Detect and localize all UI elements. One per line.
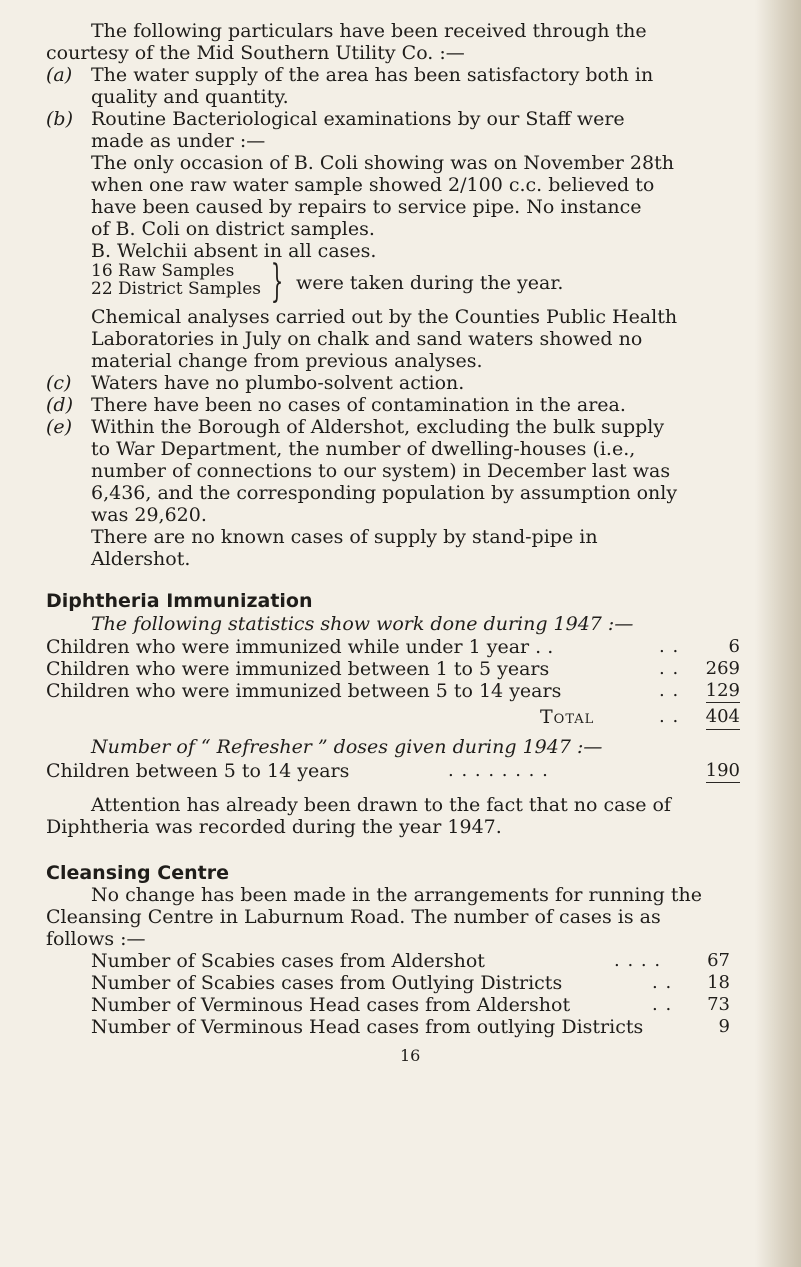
item-a-line-2: quality and quantity. bbox=[91, 86, 289, 108]
cleansing-row-1-label: Number of Scabies cases from Aldershot bbox=[91, 950, 485, 972]
diphtheria-row-3-value: 129 bbox=[705, 680, 740, 701]
brace-symbol: } bbox=[270, 256, 284, 307]
item-e-line-4: 6,436, and the corresponding population by assumption only bbox=[91, 482, 678, 504]
item-b-line-5: have been caused by repairs to service pipe. No instance bbox=[91, 196, 642, 218]
cleansing-row-3-label: Number of Verminous Head cases from Aldershot bbox=[91, 994, 571, 1016]
item-e-line-6: There are no known cases of supply by stand-pipe in bbox=[91, 526, 598, 548]
diphtheria-row-1-label: Children who were immunized while under 1 year . . bbox=[46, 636, 554, 658]
item-e-line-3: number of connections to our system) in December last was bbox=[91, 460, 671, 482]
intro-line-2: courtesy of the Mid Southern Utility Co. :— bbox=[46, 42, 465, 64]
refresher-row-dots: . . . . . . . . bbox=[448, 760, 549, 781]
cleansing-heading: Cleansing Centre bbox=[46, 862, 229, 884]
attention-line-1: Attention has already been drawn to the fact that no case of bbox=[91, 794, 671, 816]
cleansing-row-1-dots: . . . . bbox=[614, 950, 662, 971]
refresher-row-label: Children between 5 to 14 years bbox=[46, 760, 350, 782]
refresher-rule bbox=[706, 782, 740, 783]
item-e-line-1: Within the Borough of Aldershot, excluding the bulk supply bbox=[91, 416, 665, 438]
cleansing-line-3: follows :— bbox=[46, 928, 146, 950]
item-b-line-9: Laboratories in July on chalk and sand waters showed no bbox=[91, 328, 643, 350]
diphtheria-total-value: 404 bbox=[705, 706, 740, 727]
item-b-line-3: The only occasion of B. Coli showing was on November 28th bbox=[91, 152, 674, 174]
item-b-line-2: made as under :— bbox=[91, 130, 266, 152]
page-edge-shadow bbox=[755, 0, 801, 1267]
item-b-line-10: material change from previous analyses. bbox=[91, 350, 483, 372]
item-b-line-6: of B. Coli on district samples. bbox=[91, 218, 375, 240]
intro-line-1: The following particulars have been received through the bbox=[91, 20, 647, 42]
diphtheria-total-label: Total bbox=[540, 706, 595, 728]
cleansing-line-2: Cleansing Centre in Laburnum Road. The number of cases is as bbox=[46, 906, 661, 928]
item-e-line-5: was 29,620. bbox=[91, 504, 207, 526]
item-e-line-7: Aldershot. bbox=[91, 548, 191, 570]
cleansing-row-2-value: 18 bbox=[707, 972, 730, 993]
item-b-label: (b) bbox=[46, 108, 73, 130]
cleansing-row-3-dots: . . bbox=[652, 994, 673, 1015]
cleansing-row-4-label: Number of Verminous Head cases from outlying Districts bbox=[91, 1016, 644, 1038]
cleansing-row-2-label: Number of Scabies cases from Outlying Districts bbox=[91, 972, 563, 994]
item-b-line-8: Chemical analyses carried out by the Counties Public Health bbox=[91, 306, 678, 328]
subtotal-rule bbox=[706, 702, 740, 703]
diphtheria-row-2-value: 269 bbox=[705, 658, 740, 679]
cleansing-row-1-value: 67 bbox=[707, 950, 730, 971]
item-a-line-1: The water supply of the area has been satisfactory both in bbox=[91, 64, 654, 86]
diphtheria-heading: Diphtheria Immunization bbox=[46, 590, 313, 612]
item-b-line-1: Routine Bacteriological examinations by our Staff were bbox=[91, 108, 625, 130]
item-d-label: (d) bbox=[46, 394, 73, 416]
page-number: 16 bbox=[400, 1046, 421, 1065]
diphtheria-row-1-value: 6 bbox=[728, 636, 740, 657]
samples-district: 22 District Samples bbox=[91, 279, 261, 299]
refresher-heading: Number of “ Refresher ” doses given during 1947 :— bbox=[91, 736, 603, 758]
item-e-label: (e) bbox=[46, 416, 73, 438]
diphtheria-total-dots: . . bbox=[659, 706, 680, 727]
item-b-line-7: B. Welchii absent in all cases. bbox=[91, 240, 377, 262]
item-d-line-1: There have been no cases of contamination in the area. bbox=[91, 394, 626, 416]
refresher-row-value: 190 bbox=[705, 760, 740, 781]
item-c-label: (c) bbox=[46, 372, 72, 394]
diphtheria-row-3-label: Children who were immunized between 5 to 14 years bbox=[46, 680, 562, 702]
cleansing-line-1: No change has been made in the arrangements for running the bbox=[91, 884, 702, 906]
samples-tail: were taken during the year. bbox=[296, 272, 564, 294]
cleansing-row-2-dots: . . bbox=[652, 972, 673, 993]
diphtheria-subheading: The following statistics show work done during 1947 :— bbox=[91, 613, 634, 635]
diphtheria-row-3-dots: . . bbox=[659, 680, 680, 701]
cleansing-row-3-value: 73 bbox=[707, 994, 730, 1015]
diphtheria-row-2-dots: . . bbox=[659, 658, 680, 679]
samples-raw: 16 Raw Samples bbox=[91, 261, 235, 281]
item-a-label: (a) bbox=[46, 64, 73, 86]
diphtheria-row-1-dots: . . bbox=[659, 636, 680, 657]
item-c-line-1: Waters have no plumbo-solvent action. bbox=[91, 372, 465, 394]
total-rule bbox=[706, 729, 740, 730]
cleansing-row-4-value: 9 bbox=[718, 1016, 730, 1037]
item-e-line-2: to War Department, the number of dwelling-houses (i.e., bbox=[91, 438, 636, 460]
attention-line-2: Diphtheria was recorded during the year 1947. bbox=[46, 816, 502, 838]
diphtheria-row-2-label: Children who were immunized between 1 to 5 years bbox=[46, 658, 550, 680]
item-b-line-4: when one raw water sample showed 2/100 c.c. believed to bbox=[91, 174, 655, 196]
